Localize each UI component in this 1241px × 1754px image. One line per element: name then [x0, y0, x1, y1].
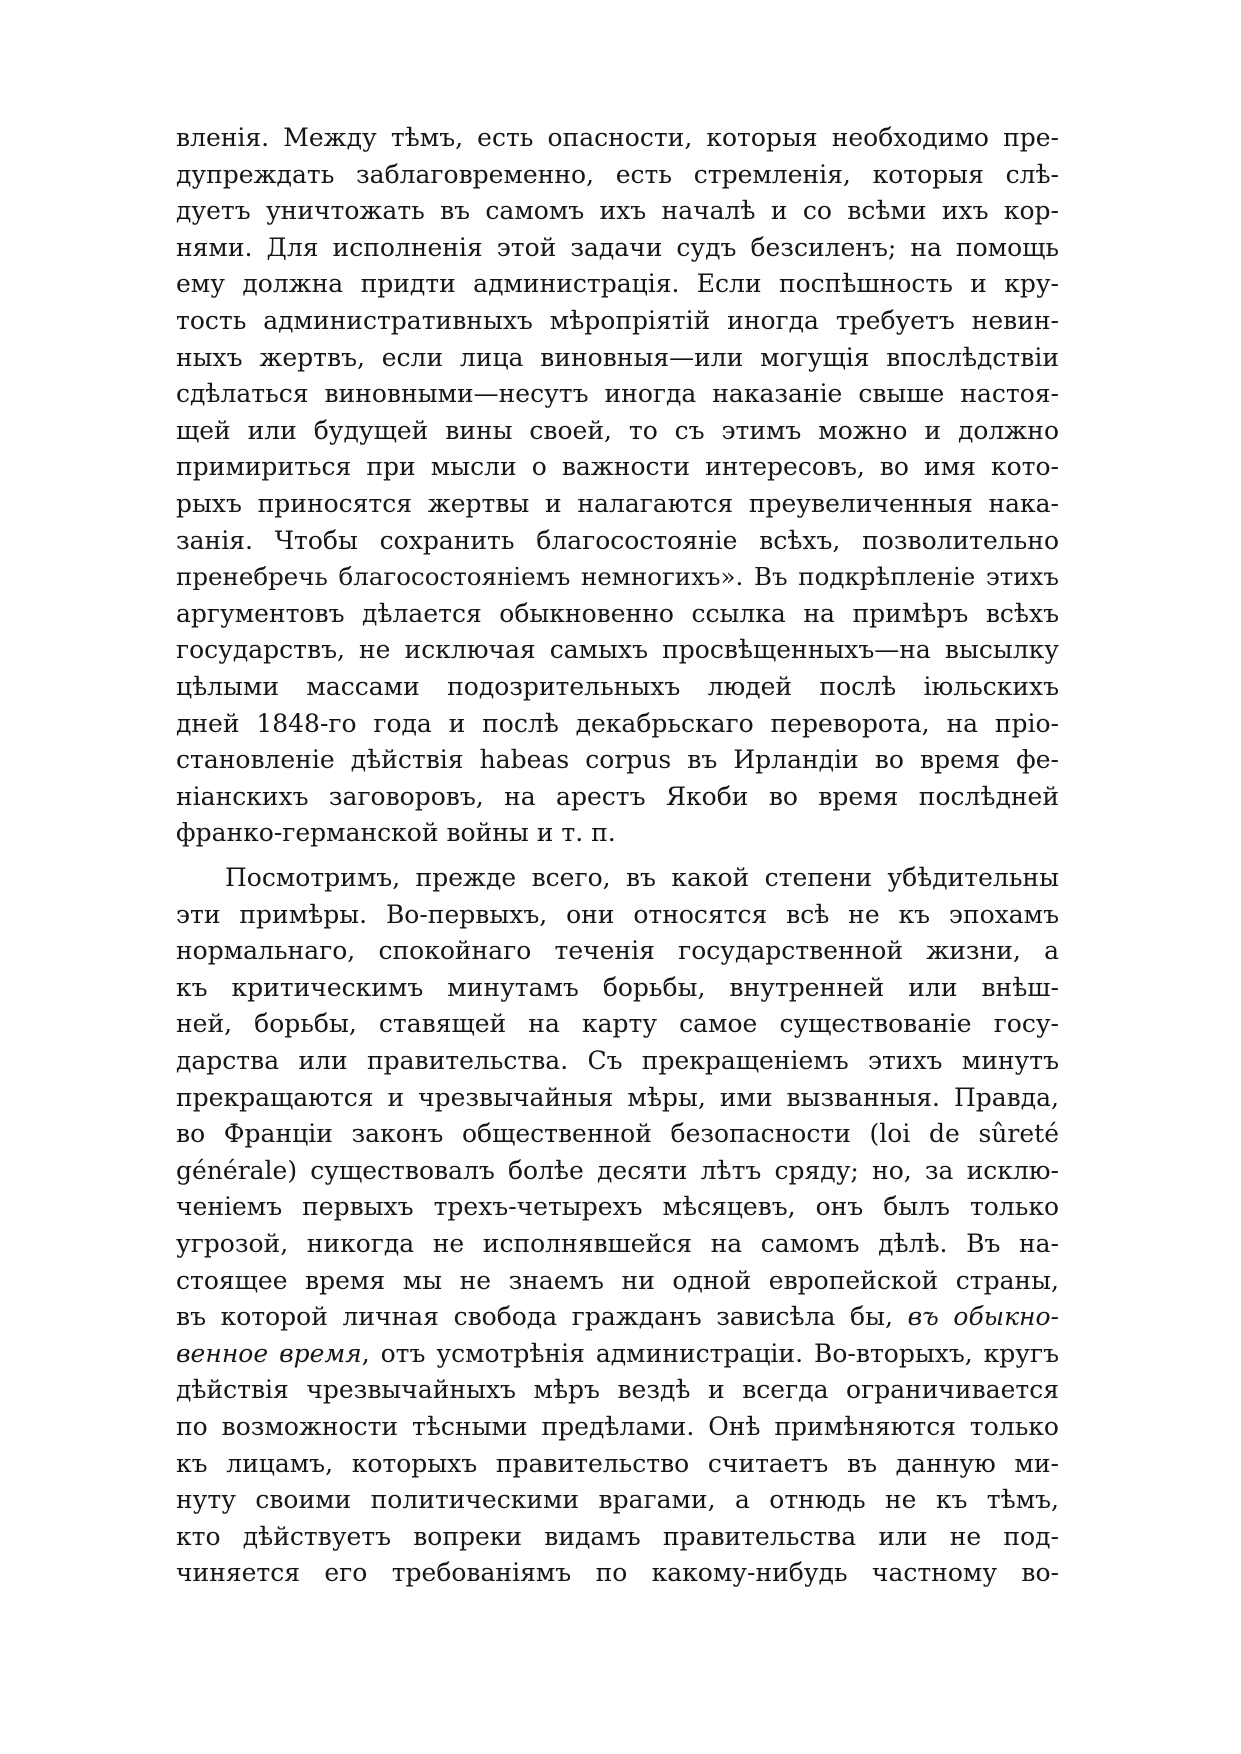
text-run: , отъ усмотрѣнія администраціи. Во-вторыхъ, кругъ — [361, 1338, 1059, 1368]
text-line: къ критическимъ минутамъ борьбы, внутренней или внѣш- — [176, 972, 1059, 1002]
paragraph-2 — [176, 860, 1059, 1592]
text-line: ченіемъ первыхъ трехъ-четырехъ мѣсяцевъ, онъ былъ только — [176, 1192, 1059, 1222]
text-line: ныхъ жертвъ, если лица виновныя—или могущія впослѣдствіи — [176, 342, 1059, 372]
text-line: ему должна придти администрація. Если поспѣшность и кру- — [176, 269, 1059, 299]
text-line — [176, 1299, 1059, 1336]
text-line: дней 1848-го года и послѣ декабрьскаго переворота, на пріо- — [176, 708, 1059, 738]
text-line: прекращаются и чрезвычайныя мѣры, ими вызванныя. Правда, — [176, 1082, 1059, 1112]
text-line: во Франціи законъ общественной безопасности (loi de sûreté — [176, 1119, 1059, 1149]
text-line: нормальнаго, спокойнаго теченія государственной жизни, а — [176, 936, 1059, 966]
text-line: эти примѣры. Во-первыхъ, они относятся всѣ не къ эпохамъ — [176, 899, 1059, 929]
text-line: стоящее время мы не знаемъ ни одной европейской страны, — [176, 1265, 1059, 1295]
text-line: кто дѣйствуетъ вопреки видамъ правительства или не под- — [176, 1521, 1059, 1551]
text-line: ніанскихъ заговоровъ, на арестъ Якоби во время послѣдней — [176, 781, 1059, 811]
text-line: франко-германской войны и т. п. — [176, 818, 616, 848]
text-line: дупреждать заблаговременно, есть стремленія, которыя слѣ- — [176, 159, 1059, 189]
text-line: сдѣлаться виновными—несутъ иногда наказаніе свыше настоя- — [176, 379, 1059, 409]
text-line: рыхъ приносятся жертвы и налагаются преувеличенныя нака- — [176, 488, 1059, 518]
text-line: ней, борьбы, ставящей на карту самое существованіе госу- — [176, 1009, 1059, 1039]
text-line: générale) существовалъ болѣе десяти лѣтъ сряду; но, за исклю- — [176, 1155, 1059, 1185]
text-line: щей или будущей вины своей, то съ этимъ можно и должно — [176, 415, 1059, 445]
italic-emphasis: венное время — [176, 1338, 362, 1368]
text-line: становленіе дѣйствія habeas corpus въ Ирландіи во время фе- — [176, 745, 1059, 775]
text-line: дуетъ уничтожать въ самомъ ихъ началѣ и со всѣми ихъ кор- — [176, 196, 1059, 226]
italic-emphasis: въ обыкно- — [907, 1302, 1059, 1332]
text-line: государствъ, не исключая самыхъ просвѣщенныхъ—на высылку — [176, 635, 1059, 665]
text-line: Посмотримъ, прежде всего, въ какой степени убѣдительны — [225, 863, 1059, 892]
text-line: цѣлыми массами подозрительныхъ людей послѣ іюльскихъ — [176, 671, 1059, 701]
text-line: вленія. Между тѣмъ, есть опасности, которыя необходимо пре- — [176, 123, 1059, 152]
text-line: аргументовъ дѣлается обыкновенно ссылка на примѣръ всѣхъ — [176, 598, 1059, 628]
text-line: тость административныхъ мѣропріятій иногда требуетъ невин- — [176, 305, 1059, 335]
text-line: нуту своими политическими врагами, а отнюдь не къ тѣмъ, — [176, 1485, 1059, 1515]
text-line: чиняется его требованіямъ по какому-нибудь частному во- — [176, 1558, 1059, 1588]
text-line: занія. Чтобы сохранить благосостояніе всѣхъ, позволительно — [176, 525, 1059, 555]
text-line: угрозой, никогда не исполнявшейся на самомъ дѣлѣ. Въ на- — [176, 1228, 1059, 1258]
text-line: нями. Для исполненія этой задачи судъ безсиленъ; на помощь — [176, 232, 1059, 262]
text-run: въ которой личная свобода гражданъ зависѣла бы, — [176, 1302, 908, 1332]
text-line: примириться при мысли о важности интересовъ, во имя кото- — [176, 452, 1059, 482]
text-line: по возможности тѣсными предѣлами. Онѣ примѣняются только — [176, 1411, 1059, 1441]
text-line: къ лицамъ, которыхъ правительство считаетъ въ данную ми- — [176, 1448, 1059, 1478]
text-line: дарства или правительства. Съ прекращеніемъ этихъ минутъ — [176, 1045, 1059, 1075]
paragraph-1 — [176, 120, 1059, 852]
text-line: пренебречь благосостояніемъ немногихъ». Въ подкрѣпленіе этихъ — [176, 562, 1059, 592]
text-line — [176, 1336, 1059, 1373]
text-line: дѣйствія чрезвычайныхъ мѣръ вездѣ и всегда ограничивается — [176, 1375, 1059, 1405]
